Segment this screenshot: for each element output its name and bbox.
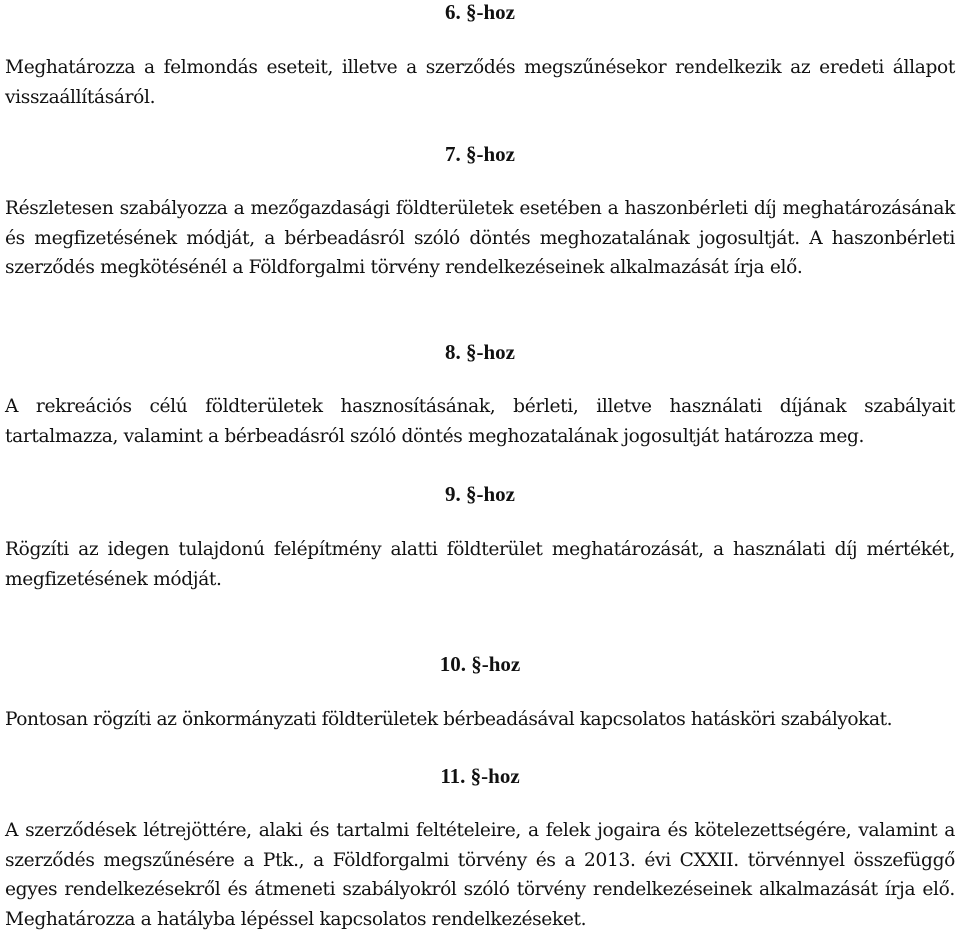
section-heading-8: 8. §-hoz [445, 340, 515, 364]
section-heading-11: 11. §-hoz [440, 764, 520, 788]
section-text-11: A szerződések létrejöttére, alaki és tartalmi feltételeire, a felek jogaira és kötelezettségére, valamint a szerződés megszűnésére a Ptk., a Földforgalmi törvény és a 2013. évi CXXII. törvénnyel összefüggő egyes rendelkezésekről és átmeneti szabályokról szóló törvény rendelkezéseinek alkalmazását írja elő. Meghatározza a hatályba lépéssel kapcsolatos rendelkezéseket. [5, 820, 955, 930]
section-text-9: Rögzíti az idegen tulajdonú felépítmény alatti földterület meghatározását, a használati díj mértékét, megfizetésének módját. [5, 539, 955, 590]
section-text-6: Meghatározza a felmondás eseteit, illetve a szerződés megszűnésekor rendelkezik az eredeti állapot visszaállításáról. [5, 57, 955, 108]
section-heading-10: 10. §-hoz [439, 652, 521, 676]
section-text-8: A rekreációs célú földterületek hasznosításának, bérleti, illetve használati díjának szabályait tartalmazza, valamint a bérbeadásról szóló döntés meghozatalának jogosultját határozza meg. [5, 396, 955, 447]
section-heading-7: 7. §-hoz [445, 142, 515, 166]
section-heading-9: 9. §-hoz [445, 482, 515, 506]
section-text-7: Részletesen szabályozza a mezőgazdasági földterületek esetében a haszonbérleti díj meghatározásának és megfizetésének módját, a bérbeadásról szóló döntés meghozatalának jogosultját. A haszonbérleti szerződés megkötésénél a Földforgalmi törvény rendelkezéseinek alkalmazását írja elő. [5, 198, 955, 278]
section-heading-6: 6. §-hoz [445, 0, 515, 24]
section-text-10: Pontosan rögzíti az önkormányzati földterületek bérbeadásával kapcsolatos hatásköri szabályokat. [5, 709, 893, 730]
